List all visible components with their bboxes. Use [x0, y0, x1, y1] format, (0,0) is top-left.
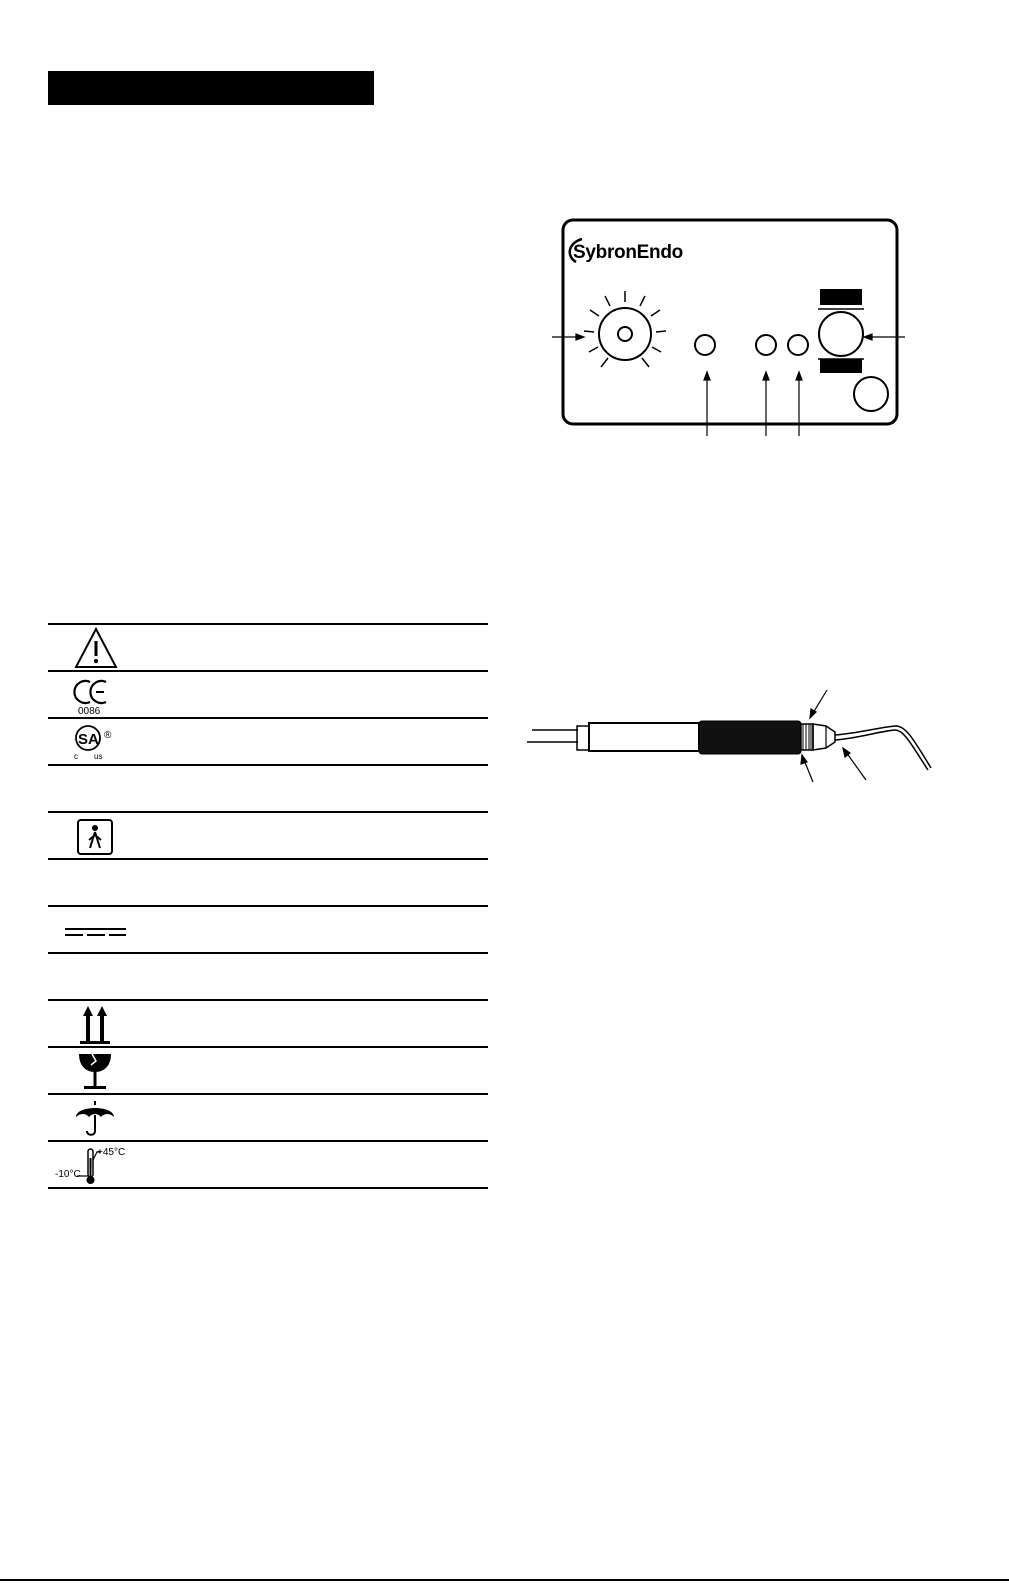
indicator-light-1 [695, 335, 715, 355]
warning-triangle-icon [54, 627, 134, 669]
button-label-top [820, 289, 862, 305]
symbol-row-fragile [48, 1046, 488, 1093]
symbol-row-applied-part [48, 811, 488, 858]
secondary-knob [854, 377, 888, 411]
fragile-icon [54, 1050, 134, 1092]
keep-dry-icon [54, 1097, 134, 1139]
ce-number: 0086 [78, 706, 101, 716]
indicator-light-3 [788, 335, 808, 355]
brand-logo: SybronEndo [573, 242, 683, 263]
symbol-row-blank-3 [48, 952, 488, 999]
temp-max-label: +45°C [97, 1147, 126, 1158]
symbol-row-dc [48, 905, 488, 952]
handpiece-diagram [527, 721, 931, 770]
symbol-row-this-way-up [48, 999, 488, 1046]
symbol-row-csa [48, 717, 488, 764]
symbol-row-ce [48, 670, 488, 717]
temp-min-label: -10°C [55, 1169, 81, 1180]
direct-current-icon [54, 909, 134, 951]
power-dial-icon [584, 291, 666, 367]
symbol-row-temperature [48, 1140, 488, 1189]
symbol-table [48, 623, 488, 1189]
ce-mark-icon [54, 674, 134, 716]
symbol-row-blank-1 [48, 764, 488, 811]
bottom-rule [0, 1579, 1009, 1581]
this-way-up-icon [54, 1003, 134, 1045]
symbol-row-warning [48, 623, 488, 670]
indicator-light-2 [756, 335, 776, 355]
main-button [819, 312, 863, 356]
button-label-bottom [820, 359, 862, 373]
csa-c-label: c [74, 752, 78, 761]
symbol-row-keep-dry [48, 1093, 488, 1140]
csa-registered: ® [104, 730, 112, 741]
csa-mark-icon [54, 721, 134, 763]
symbol-row-blank-2 [48, 858, 488, 905]
csa-us-label: us [94, 752, 103, 761]
temperature-limit-icon [48, 1144, 134, 1186]
type-b-applied-part-icon [54, 815, 134, 857]
control-panel-diagram [563, 220, 897, 424]
svg-text:SA: SA [78, 731, 99, 748]
